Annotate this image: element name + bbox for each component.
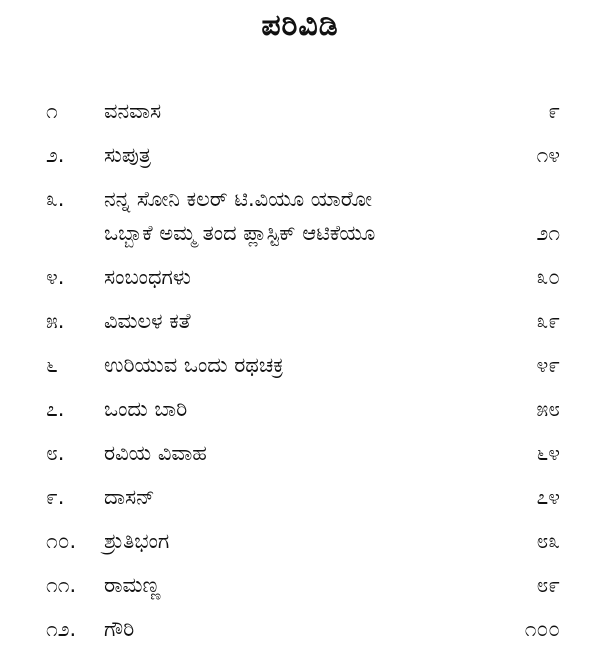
entry-title: ಸುಪುತ್ರ bbox=[104, 143, 151, 167]
toc-list bbox=[0, 94, 600, 656]
entry-number: ೭. bbox=[46, 397, 65, 421]
entry-title: ಶ್ರುತಿಭಂಗ bbox=[104, 529, 170, 553]
entry-page-number: ೮೯ bbox=[536, 573, 560, 597]
entry-page-number: ೮೩ bbox=[536, 529, 560, 553]
toc-entry bbox=[0, 182, 600, 260]
entry-title: ವನವಾಸ bbox=[104, 99, 162, 123]
entry-number: ೬ bbox=[46, 353, 58, 377]
toc-entry bbox=[0, 348, 600, 392]
entry-number: ೧೦. bbox=[46, 529, 77, 553]
entry-number: ೫. bbox=[46, 309, 65, 333]
entry-number: ೮. bbox=[46, 441, 65, 465]
entry-number: ೪. bbox=[46, 265, 65, 289]
entry-title: ಉರಿಯುವ ಒಂದು ರಥಚಕ್ರ bbox=[104, 353, 284, 377]
entry-page-number: ೧೪ bbox=[536, 143, 560, 167]
entry-number: ೧೧. bbox=[46, 573, 77, 597]
entry-number: ೯. bbox=[46, 485, 65, 509]
entry-page-number: ೬೪ bbox=[536, 441, 560, 465]
entry-page-number: ೯ bbox=[548, 99, 560, 123]
toc-entry bbox=[0, 612, 600, 656]
entry-title-line-2: ಒಬ್ಬಾಕೆ ಅಮ್ಮ ತಂದ ಪ್ಲಾಸ್ಟಿಕ್ ಆಟಿಕೆಯೂ bbox=[104, 221, 376, 245]
toc-entry bbox=[0, 138, 600, 182]
toc-entry bbox=[0, 304, 600, 348]
toc-entry bbox=[0, 392, 600, 436]
entry-page-number: ೨೧ bbox=[536, 221, 560, 245]
entry-page-number: ೧೦೦ bbox=[524, 617, 560, 641]
entry-title: ಒಂದು ಬಾರಿ bbox=[104, 397, 188, 421]
entry-number: ೧ bbox=[46, 99, 58, 123]
toc-entry bbox=[0, 568, 600, 612]
entry-page-number: ೩೦ bbox=[536, 265, 560, 289]
entry-title bbox=[104, 182, 504, 250]
entry-number: ೩. bbox=[46, 187, 65, 211]
entry-title: ದಾಸನ್ bbox=[104, 485, 155, 509]
page-title: ಪರಿವಿಡಿ bbox=[261, 8, 339, 43]
entry-number: ೨. bbox=[46, 143, 65, 167]
entry-title-line-1: ನನ್ನ ಸೋನಿ ಕಲರ್ ಟಿ.ವಿಯೂ ಯಾರೋ bbox=[104, 187, 373, 211]
entry-title: ಗೌರಿ bbox=[104, 617, 135, 641]
entry-title: ವಿಮಲಳ ಕತೆ bbox=[104, 309, 191, 333]
toc-entry bbox=[0, 436, 600, 480]
entry-title: ಸಂಬಂಧಗಳು bbox=[104, 265, 191, 289]
entry-title: ರವಿಯ ವಿವಾಹ bbox=[104, 441, 207, 465]
entry-title: ರಾಮಣ್ಣ bbox=[104, 573, 161, 597]
toc-entry bbox=[0, 524, 600, 568]
toc-entry bbox=[0, 480, 600, 524]
toc-entry bbox=[0, 94, 600, 138]
entry-page-number: ೪೯ bbox=[536, 353, 560, 377]
entry-page-number: ೭೪ bbox=[536, 485, 560, 509]
toc-entry bbox=[0, 260, 600, 304]
entry-page-number: ೫೮ bbox=[536, 397, 560, 421]
entry-page-number: ೩೯ bbox=[536, 309, 560, 333]
entry-number: ೧೨. bbox=[46, 617, 77, 641]
